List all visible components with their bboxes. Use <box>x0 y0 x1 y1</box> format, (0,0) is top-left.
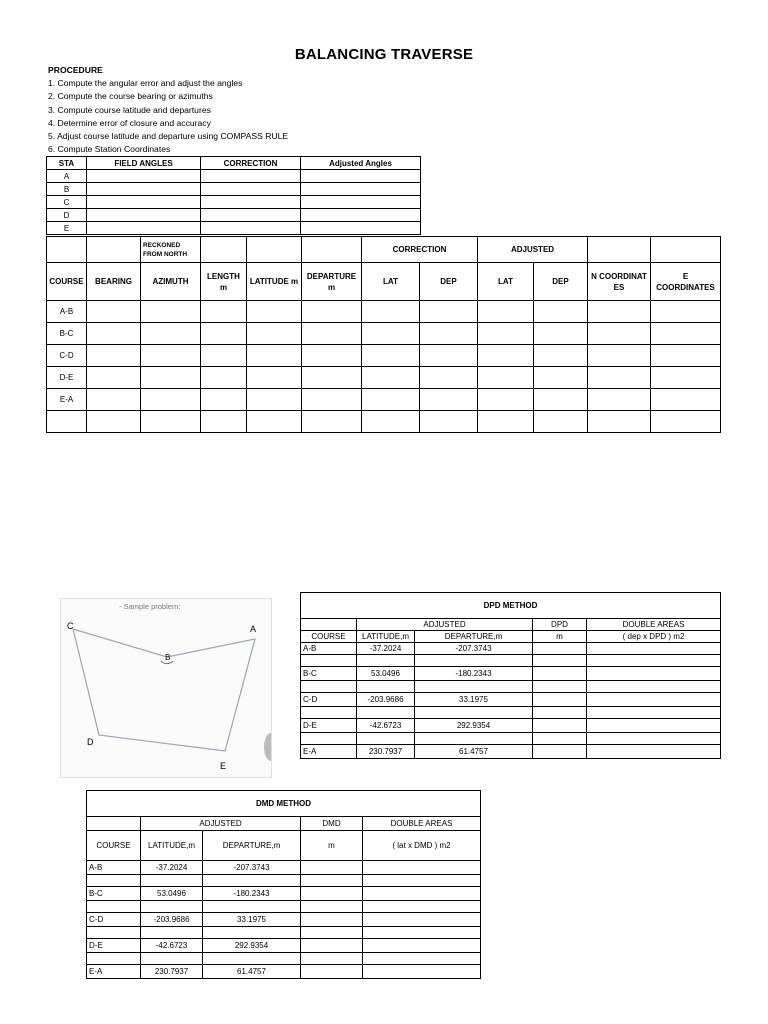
cell[interactable] <box>302 367 362 389</box>
header-course: COURSE <box>301 631 357 643</box>
cell[interactable] <box>87 411 141 433</box>
header-corr-dep: DEP <box>420 263 478 301</box>
table-row <box>47 367 721 389</box>
cell[interactable] <box>201 196 301 209</box>
cell[interactable] <box>87 953 141 965</box>
table-row <box>301 655 721 667</box>
cell[interactable] <box>478 389 534 411</box>
header-e-coordinates: E COORDINATES <box>651 263 721 301</box>
cell[interactable] <box>363 901 481 913</box>
cell[interactable] <box>87 345 141 367</box>
header-course: COURSE <box>47 263 87 301</box>
cell[interactable] <box>301 927 363 939</box>
cell[interactable] <box>363 939 481 953</box>
cell[interactable] <box>301 183 421 196</box>
cell[interactable] <box>247 367 302 389</box>
header-latitude: LATITUDE m <box>247 263 302 301</box>
cell <box>301 619 357 631</box>
cell[interactable] <box>363 965 481 979</box>
header-length: LENGTH m <box>201 263 247 301</box>
cell[interactable] <box>533 681 587 693</box>
sample-caption: - Sample problem: <box>119 602 181 611</box>
cell[interactable] <box>201 367 247 389</box>
cell[interactable] <box>357 681 415 693</box>
cell[interactable] <box>201 389 247 411</box>
header-azimuth: AZIMUTH <box>141 263 201 301</box>
header-formula: ( lat x DMD ) m2 <box>363 831 481 861</box>
cell[interactable] <box>534 367 588 389</box>
cell[interactable] <box>301 170 421 183</box>
table-row <box>87 965 481 979</box>
header-correction: CORRECTION <box>362 237 478 263</box>
cell[interactable] <box>87 389 141 411</box>
cell[interactable] <box>301 707 357 719</box>
cell[interactable] <box>203 901 301 913</box>
sample-problem-figure <box>60 598 272 778</box>
point-label-c: C <box>67 621 74 631</box>
cell[interactable] <box>357 655 415 667</box>
cell[interactable] <box>588 301 651 323</box>
departure-value: -207.3743 <box>415 643 533 655</box>
cell[interactable] <box>87 222 201 235</box>
cell[interactable] <box>301 939 363 953</box>
cell[interactable] <box>534 301 588 323</box>
cell[interactable] <box>651 301 721 323</box>
table-row <box>301 707 721 719</box>
cell[interactable] <box>201 170 301 183</box>
table-row <box>301 745 721 759</box>
table-header-row <box>47 237 721 263</box>
cell[interactable] <box>588 345 651 367</box>
procedure-step: 1. Compute the angular error and adjust the angles <box>48 78 243 89</box>
cell[interactable] <box>651 367 721 389</box>
table-row <box>87 887 481 901</box>
cell[interactable] <box>587 655 721 667</box>
header-dpd: DPD <box>533 619 587 631</box>
procedure-step: 6. Compute Station Coordinates <box>48 144 171 155</box>
header-dmd: DMD <box>301 817 363 831</box>
cell[interactable] <box>363 927 481 939</box>
procedure-heading: PROCEDURE <box>48 65 103 75</box>
cell[interactable] <box>588 389 651 411</box>
cell <box>302 237 362 263</box>
cell[interactable] <box>247 323 302 345</box>
table-row <box>47 323 721 345</box>
procedure-step: 4. Determine error of closure and accuracy <box>48 117 211 128</box>
latitude-value: 230.7937 <box>357 745 415 759</box>
course-label: C-D <box>87 913 141 927</box>
cell[interactable] <box>588 323 651 345</box>
cell[interactable] <box>587 707 721 719</box>
header-n-coordinates: N COORDINATES <box>588 263 651 301</box>
table-header-row <box>47 157 421 170</box>
table-header-row <box>87 791 481 817</box>
cell[interactable] <box>478 323 534 345</box>
latitude-value: -37.2024 <box>357 643 415 655</box>
cell[interactable] <box>247 301 302 323</box>
cell[interactable] <box>247 411 302 433</box>
departure-value: 33.1975 <box>203 913 301 927</box>
header-double-areas: DOUBLE AREAS <box>363 817 481 831</box>
departure-value: 61.4757 <box>415 745 533 759</box>
cell[interactable] <box>301 875 363 887</box>
cell[interactable] <box>141 389 201 411</box>
cell[interactable] <box>301 913 363 927</box>
cell[interactable] <box>362 389 420 411</box>
table-row <box>301 693 721 707</box>
departure-value: 61.4757 <box>203 965 301 979</box>
table-row <box>47 196 421 209</box>
table-row <box>301 667 721 681</box>
point-label-b: B <box>165 653 171 662</box>
cell[interactable] <box>587 745 721 759</box>
cell[interactable] <box>420 411 478 433</box>
table-header-row <box>47 263 721 301</box>
cell[interactable] <box>534 345 588 367</box>
cell[interactable] <box>301 222 421 235</box>
header-adj-lat: LAT <box>478 263 534 301</box>
header-formula: ( dep x DPD ) m2 <box>587 631 721 643</box>
cell[interactable] <box>47 411 87 433</box>
dpd-table <box>300 592 721 759</box>
cell[interactable] <box>301 953 363 965</box>
traverse-outline <box>73 629 255 751</box>
cell[interactable] <box>357 733 415 745</box>
cell[interactable] <box>533 719 587 733</box>
cell[interactable] <box>363 861 481 875</box>
table-row <box>87 913 481 927</box>
cell[interactable] <box>201 209 301 222</box>
cell[interactable] <box>363 887 481 901</box>
latitude-value: 53.0496 <box>141 887 203 901</box>
departure-value: -207.3743 <box>203 861 301 875</box>
cell[interactable] <box>301 209 421 222</box>
cell[interactable] <box>415 681 533 693</box>
cell[interactable] <box>534 389 588 411</box>
cell[interactable] <box>415 655 533 667</box>
table-row <box>47 222 421 235</box>
table-row <box>301 733 721 745</box>
station-label: A <box>47 170 87 183</box>
table-row <box>87 875 481 887</box>
header-field-angles: FIELD ANGLES <box>87 157 201 170</box>
point-label-a: A <box>250 624 257 634</box>
procedure-step: 5. Adjust course latitude and departure using COMPASS RULE <box>48 131 289 142</box>
angles-table <box>46 156 421 235</box>
station-label: B <box>47 183 87 196</box>
cell[interactable] <box>588 411 651 433</box>
header-latitude: LATITUDE,m <box>141 831 203 861</box>
point-label-e: E <box>220 761 227 771</box>
cell[interactable] <box>478 345 534 367</box>
cell[interactable] <box>363 913 481 927</box>
latitude-value: -203.9686 <box>357 693 415 707</box>
cell[interactable] <box>415 733 533 745</box>
scroll-shadow <box>264 733 271 761</box>
header-adjusted: ADJUSTED <box>357 619 533 631</box>
latitude-value: -37.2024 <box>141 861 203 875</box>
cell[interactable] <box>87 209 201 222</box>
cell[interactable] <box>420 367 478 389</box>
header-adjusted: ADJUSTED <box>141 817 301 831</box>
cell <box>201 237 247 263</box>
cell[interactable] <box>141 927 203 939</box>
cell[interactable] <box>302 323 362 345</box>
cell[interactable] <box>201 301 247 323</box>
cell[interactable] <box>201 411 247 433</box>
cell[interactable] <box>87 901 141 913</box>
cell[interactable] <box>201 345 247 367</box>
departure-value: -180.2343 <box>203 887 301 901</box>
header-bearing: BEARING <box>87 263 141 301</box>
cell[interactable] <box>301 733 357 745</box>
cell <box>87 817 141 831</box>
cell <box>651 237 721 263</box>
header-double-areas: DOUBLE AREAS <box>587 619 721 631</box>
departure-value: 292.9354 <box>203 939 301 953</box>
cell[interactable] <box>651 411 721 433</box>
latitude-value: -203.9686 <box>141 913 203 927</box>
header-sta: STA <box>47 157 87 170</box>
cell[interactable] <box>87 301 141 323</box>
course-label: E-A <box>301 745 357 759</box>
cell[interactable] <box>141 411 201 433</box>
cell[interactable] <box>362 323 420 345</box>
cell[interactable] <box>534 323 588 345</box>
cell[interactable] <box>301 861 363 875</box>
cell[interactable] <box>357 707 415 719</box>
course-label: C-D <box>47 345 87 367</box>
cell[interactable] <box>587 643 721 655</box>
table-header-row <box>87 831 481 861</box>
latitude-value: -42.6723 <box>141 939 203 953</box>
header-departure: DEPARTURE,m <box>415 631 533 643</box>
course-label: B-C <box>301 667 357 681</box>
cell[interactable] <box>141 875 203 887</box>
cell[interactable] <box>533 655 587 667</box>
cell <box>588 237 651 263</box>
header-correction: CORRECTION <box>201 157 301 170</box>
cell[interactable] <box>203 927 301 939</box>
course-label: C-D <box>301 693 357 707</box>
cell[interactable] <box>87 367 141 389</box>
table-row <box>87 901 481 913</box>
cell[interactable] <box>415 707 533 719</box>
dpd-title: DPD METHOD <box>301 593 721 619</box>
cell[interactable] <box>363 875 481 887</box>
table-header-row <box>301 619 721 631</box>
cell[interactable] <box>362 367 420 389</box>
latitude-value: -42.6723 <box>357 719 415 733</box>
cell[interactable] <box>87 183 201 196</box>
table-row <box>47 209 421 222</box>
procedure-step: 2. Compute the course bearing or azimuths <box>48 91 213 102</box>
cell[interactable] <box>533 643 587 655</box>
departure-value: 33.1975 <box>415 693 533 707</box>
cell[interactable] <box>87 170 201 183</box>
header-latitude: LATITUDE,m <box>357 631 415 643</box>
cell[interactable] <box>301 901 363 913</box>
cell[interactable] <box>533 745 587 759</box>
cell <box>47 237 87 263</box>
cell[interactable] <box>533 693 587 707</box>
cell[interactable] <box>301 196 421 209</box>
cell[interactable] <box>420 301 478 323</box>
station-label: D <box>47 209 87 222</box>
header-adjusted-angles: Adjusted Angles <box>301 157 421 170</box>
cell[interactable] <box>141 323 201 345</box>
header-unit: m <box>301 831 363 861</box>
header-course: COURSE <box>87 831 141 861</box>
course-label: E-A <box>47 389 87 411</box>
cell[interactable] <box>141 301 201 323</box>
table-row <box>47 411 721 433</box>
cell[interactable] <box>203 953 301 965</box>
dmd-title: DMD METHOD <box>87 791 481 817</box>
cell[interactable] <box>587 693 721 707</box>
cell[interactable] <box>533 707 587 719</box>
cell[interactable] <box>247 345 302 367</box>
departure-value: 292.9354 <box>415 719 533 733</box>
table-row <box>47 345 721 367</box>
table-row <box>47 301 721 323</box>
table-row <box>47 170 421 183</box>
cell[interactable] <box>534 411 588 433</box>
table-header-row <box>301 593 721 619</box>
cell[interactable] <box>420 389 478 411</box>
traverse-table <box>46 236 721 433</box>
course-label: B-C <box>87 887 141 901</box>
traverse-diagram <box>61 599 271 777</box>
table-row <box>87 953 481 965</box>
course-label: A-B <box>301 643 357 655</box>
station-label: C <box>47 196 87 209</box>
cell[interactable] <box>363 953 481 965</box>
header-adjusted: ADJUSTED <box>478 237 588 263</box>
cell <box>247 237 302 263</box>
course-label: A-B <box>47 301 87 323</box>
cell[interactable] <box>587 719 721 733</box>
cell[interactable] <box>362 411 420 433</box>
cell[interactable] <box>87 196 201 209</box>
cell[interactable] <box>141 901 203 913</box>
cell[interactable] <box>587 733 721 745</box>
cell[interactable] <box>201 323 247 345</box>
header-unit: m <box>533 631 587 643</box>
header-adj-dep: DEP <box>534 263 588 301</box>
course-label: E-A <box>87 965 141 979</box>
cell[interactable] <box>587 667 721 681</box>
cell[interactable] <box>201 183 301 196</box>
table-header-row <box>301 631 721 643</box>
procedure-step: 3. Compute course latitude and departures <box>48 104 211 115</box>
cell[interactable] <box>201 222 301 235</box>
header-corr-lat: LAT <box>362 263 420 301</box>
procedure-list <box>48 64 288 156</box>
cell[interactable] <box>141 367 201 389</box>
table-row <box>87 927 481 939</box>
header-reckoned: RECKONED FROM NORTH <box>141 237 201 263</box>
table-row <box>47 389 721 411</box>
cell[interactable] <box>87 323 141 345</box>
cell[interactable] <box>587 681 721 693</box>
cell[interactable] <box>362 301 420 323</box>
cell <box>87 237 141 263</box>
cell[interactable] <box>533 667 587 681</box>
course-label: D-E <box>87 939 141 953</box>
course-label: B-C <box>47 323 87 345</box>
cell[interactable] <box>247 389 302 411</box>
dmd-table <box>86 790 481 979</box>
point-label-d: D <box>87 737 94 747</box>
cell[interactable] <box>533 733 587 745</box>
page-title: BALANCING TRAVERSE <box>294 46 474 63</box>
departure-value: -180.2343 <box>415 667 533 681</box>
table-row <box>301 681 721 693</box>
cell[interactable] <box>420 345 478 367</box>
cell[interactable] <box>301 965 363 979</box>
cell[interactable] <box>301 655 357 667</box>
course-label: D-E <box>47 367 87 389</box>
cell[interactable] <box>588 367 651 389</box>
cell[interactable] <box>302 345 362 367</box>
cell[interactable] <box>420 323 478 345</box>
cell[interactable] <box>478 411 534 433</box>
header-departure: DEPARTURE,m <box>203 831 301 861</box>
latitude-value: 53.0496 <box>357 667 415 681</box>
course-label: A-B <box>87 861 141 875</box>
cell[interactable] <box>141 953 203 965</box>
cell[interactable] <box>141 345 201 367</box>
cell[interactable] <box>478 367 534 389</box>
latitude-value: 230.7937 <box>141 965 203 979</box>
cell[interactable] <box>302 411 362 433</box>
cell[interactable] <box>301 681 357 693</box>
cell[interactable] <box>478 301 534 323</box>
cell[interactable] <box>301 887 363 901</box>
course-label: D-E <box>301 719 357 733</box>
table-row <box>87 939 481 953</box>
cell[interactable] <box>651 345 721 367</box>
cell[interactable] <box>87 927 141 939</box>
table-row <box>47 183 421 196</box>
table-row <box>301 719 721 733</box>
cell[interactable] <box>203 875 301 887</box>
cell[interactable] <box>651 323 721 345</box>
cell[interactable] <box>87 875 141 887</box>
cell[interactable] <box>302 301 362 323</box>
cell[interactable] <box>302 389 362 411</box>
cell[interactable] <box>362 345 420 367</box>
station-label: E <box>47 222 87 235</box>
table-header-row <box>87 817 481 831</box>
cell[interactable] <box>651 389 721 411</box>
table-row <box>301 643 721 655</box>
table-row <box>87 861 481 875</box>
header-departure: DEPARTURE m <box>302 263 362 301</box>
